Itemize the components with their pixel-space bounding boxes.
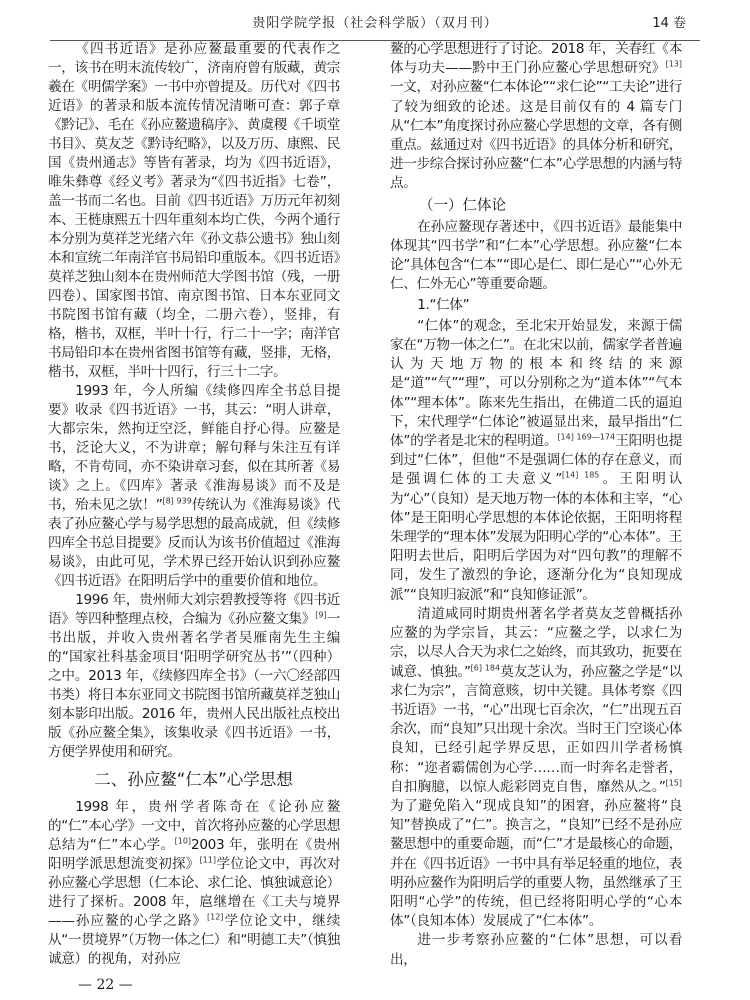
paragraph-text: 王阳明也提到过“仁体”，但他“不是强调仁体的存在意义，而是强调仁体的工夫意义” bbox=[390, 433, 683, 488]
left-column bbox=[48, 40, 340, 969]
paragraph bbox=[48, 382, 340, 591]
citation-ref: [8] 939 bbox=[162, 496, 192, 506]
paragraph-text: 传统认为《淮海易谈》代表了孙应鳌心学与易学思想的最高成就，但《续修四库全书总目提要》反而认为该书价值超过《淮海易谈》，由此可见，学术界已经开始认识到孙应鳌《四书近语》在阳明后学中的重要价值和地位。 bbox=[48, 497, 340, 589]
paragraph-text: 为了避免陷入“现成良知”的困窘，孙应鳌将“良知”替换成了“仁”。换言之，“良知”已经不是孙应鳌思想中的重要命题，而“仁”才是最核心的命题，并在《四书近语》一书中具有举足轻重的地位，表明孙应鳌作为阳明后学的重要人物，虽然继承了王阳明“心学”的传统，但已经将阳明心学的“心本体”（良知本体）发展成了“仁本体”。 bbox=[390, 797, 682, 930]
paragraph-text: 学位论文中，继续从“一贯境界”（万物一体之仁）和“明德工夫”（慎独诚意）的视角，对孙应 bbox=[48, 913, 340, 967]
paragraph-text: 。王阳明认为“心”（良知）是天地万物一体的本体和主宰，“心体”是王阳明心学思想的本体论依据，王阳明将程朱理学的“理本体”发展为阳明心学的“心本体”。王阳明去世后，阳明后学因为对“四句教”的理解不同，发生了激烈的争论，逐渐分化为“良知现成派”“良知归寂派”和“良知修证派”。 bbox=[390, 471, 683, 603]
subsection-heading: （一）仁体论 bbox=[419, 197, 506, 214]
citation-ref: [6] 184 bbox=[470, 662, 501, 672]
page-number: — 22 — bbox=[78, 977, 133, 993]
paragraph-text: 1996 年，贵州师大刘宗碧教授等将《四书近语》等四种整理点校，合编为《孙应鳌文集》 bbox=[48, 592, 340, 627]
citation-ref: [14] 185 bbox=[561, 470, 600, 480]
citation-ref: [13] bbox=[665, 59, 682, 69]
paragraph: 进一步考察孙应鳌的“仁体”思想，可以看出， bbox=[390, 932, 682, 968]
citation-ref: [11] bbox=[199, 855, 216, 865]
running-header bbox=[50, 6, 700, 41]
item-heading: 1.“仁体” bbox=[417, 297, 470, 314]
citation-ref: [10] bbox=[174, 836, 192, 846]
paragraph bbox=[390, 40, 682, 194]
section-heading: 二、孙应鳌“仁本”心学思想 bbox=[94, 770, 293, 789]
paragraph-text: 1993 年，今人所编《续修四库全书总目提要》收录《四书近语》一书，其云：“明人讲章，大都宗朱，然拘迂空泛，鲜能自抒心得。应鳌是书，泛论大义，不为讲章；解句释与朱注互有详略，不肯苟同，亦不染讲章习套，似在其所著《易谈》之上。《四库》著录《淮海易谈》而不及是书，殆未见之欤！” bbox=[48, 383, 340, 513]
paragraph-text: 清道咸同时期贵州著名学者莫友芝曾概括孙应鳌的为学宗旨，其云：“应鳌之学，以求仁为宗，以尽人合天为求仁之始终，而其致功，扼要在诚意、慎独。” bbox=[390, 605, 682, 680]
citation-ref: [14] 169—174 bbox=[557, 432, 616, 442]
citation-ref: [12] bbox=[206, 912, 224, 922]
paragraph: 《四书近语》是孙应鳌最重要的代表作之一，该书在明末流传较广，济南府曾有版藏，黄宗羲在《明儒学案》一书中亦曾提及。历代对《四书近语》的著录和版本流传情况清晰可查：郭子章《黔记》、毛在《孙应鳌遗稿序》、黄虞稷《千顷堂书目》、莫友芝《黔诗纪略》，以及万历、康熙、民国《贵州通志》等皆有著录，均为《四书近语》，唯朱彝尊《经义考》著录为“《四书近指》七卷”，盖一书而二名也。目前《四书近语》万历元年初刻本、王梿康熙五十四年重刻本均亡佚，今两个通行本分别为莫祥芝光绪六年《孙文恭公遗书》独山刻本和宣统二年南洋官书局铅印重版本。《四书近语》莫祥芝独山刻本在贵州师范大学图书馆（残，一册四卷）、国家图书馆、南京图书馆、日本东亚同文书院图书馆有藏（均全，二册六卷），竖排，有格，楷书，双框，半叶十行，行二十一字；南洋官书局铅印本在贵州省图书馆等有藏，竖排，无格，楷书，双框，半叶十四行，行三十二字。 bbox=[48, 41, 340, 380]
paragraph-text: “仁体”的观念，至北宋开始显发，来源于儒家在“万物一体之仁”。在北宋以前，儒家学者普遍认为天地万物的根本和终结的来源是“道”“气”“理”，可以分别称之为“道本体”“气本体”“理本体”。陈来先生指出，在佛道二氏的逼迫下，宋代理学“仁体论”被逼显出来，最早指出“仁体”的学者是北宋的程明道。 bbox=[390, 317, 682, 450]
paragraph-text: 1998 年，贵州学者陈奇在《论孙应鳌的“仁”本心学》一文中，首次将孙应鳌的心学思想总结为“仁”本心学。 bbox=[48, 799, 340, 853]
paragraph bbox=[48, 591, 340, 762]
paragraph-text: 2003 年，张明在《贵州阳明学派思想流变初探》 bbox=[48, 837, 340, 872]
paragraph-text: 一文，对孙应鳌“仁本体论”“求仁论”“工夫论”进行了较为细致的论述。这是目前仅有的 4 篇专门从“仁本”角度探讨孙应鳌心学思想的文章，各有侧重点。兹通过对《四书近语》的具体分析和研究，进一步综合探讨孙应鳌“仁本”心学思想的内涵与特点。 bbox=[390, 79, 682, 192]
paragraph bbox=[390, 605, 682, 931]
paragraph-text: 鳌的心学思想进行了讨论。2018 年，关春红《本体与功夫——黔中王门孙应鳌心学思想研究》 bbox=[390, 41, 682, 77]
citation-ref: [9] bbox=[315, 610, 327, 620]
volume-label: 14 卷 bbox=[652, 16, 686, 31]
citation-ref: [15] bbox=[665, 778, 682, 788]
paragraph: 在孙应鳌现存著述中，《四书近语》最能集中体现其“四书学”和“仁本”心学思想。孙应鳌“仁本论”具体包含“仁本”“即心是仁、即仁是心”“心外无仁、仁外无心”等重要命题。 bbox=[390, 218, 682, 293]
paragraph-text: 莫友芝认为，孙应鳌之学是“以求仁为宗”，言简意赅，切中关键。具体考察《四书近语》一书，“心”出现七百余次，“仁”出现五百余次，而“良知”只出现十余次。当时王门空谈心体良知，已经引起学界反思，正如四川学者杨慎称：“迩者霸儒创为心学……而一时奔名走誉者，自扣胸臆，以惊人彪彩罔克自售，靡然从之。” bbox=[390, 663, 682, 795]
right-column bbox=[390, 40, 682, 970]
journal-title: 贵阳学院学报（社会科学版）（双月刊） bbox=[252, 16, 498, 31]
paragraph bbox=[390, 317, 682, 605]
paragraph-text: 学位论文中，再次对孙应鳌心学思想（仁本论、求仁论、慎独诚意论）进行了探析。2008 年，扈继增在《工夫与境界——孙应鳌的心学之路》 bbox=[48, 856, 340, 929]
paragraph-text: 一书出版，并收入贵州著名学者吴雁南先生主编的“国家社科基金项目‘阳明学研究丛书’”（四种）之中。2013 年，《续修四库全书》（一六〇经部四书类）将日本东亚同文书院图书馆所藏莫祥芝独山刻本影印出版。2016 年，贵州人民出版社点校出版《孙应鳌全集》，该集收录《四书近语》一书，方便学界使用和研究。 bbox=[48, 611, 341, 760]
paragraph bbox=[48, 798, 340, 969]
